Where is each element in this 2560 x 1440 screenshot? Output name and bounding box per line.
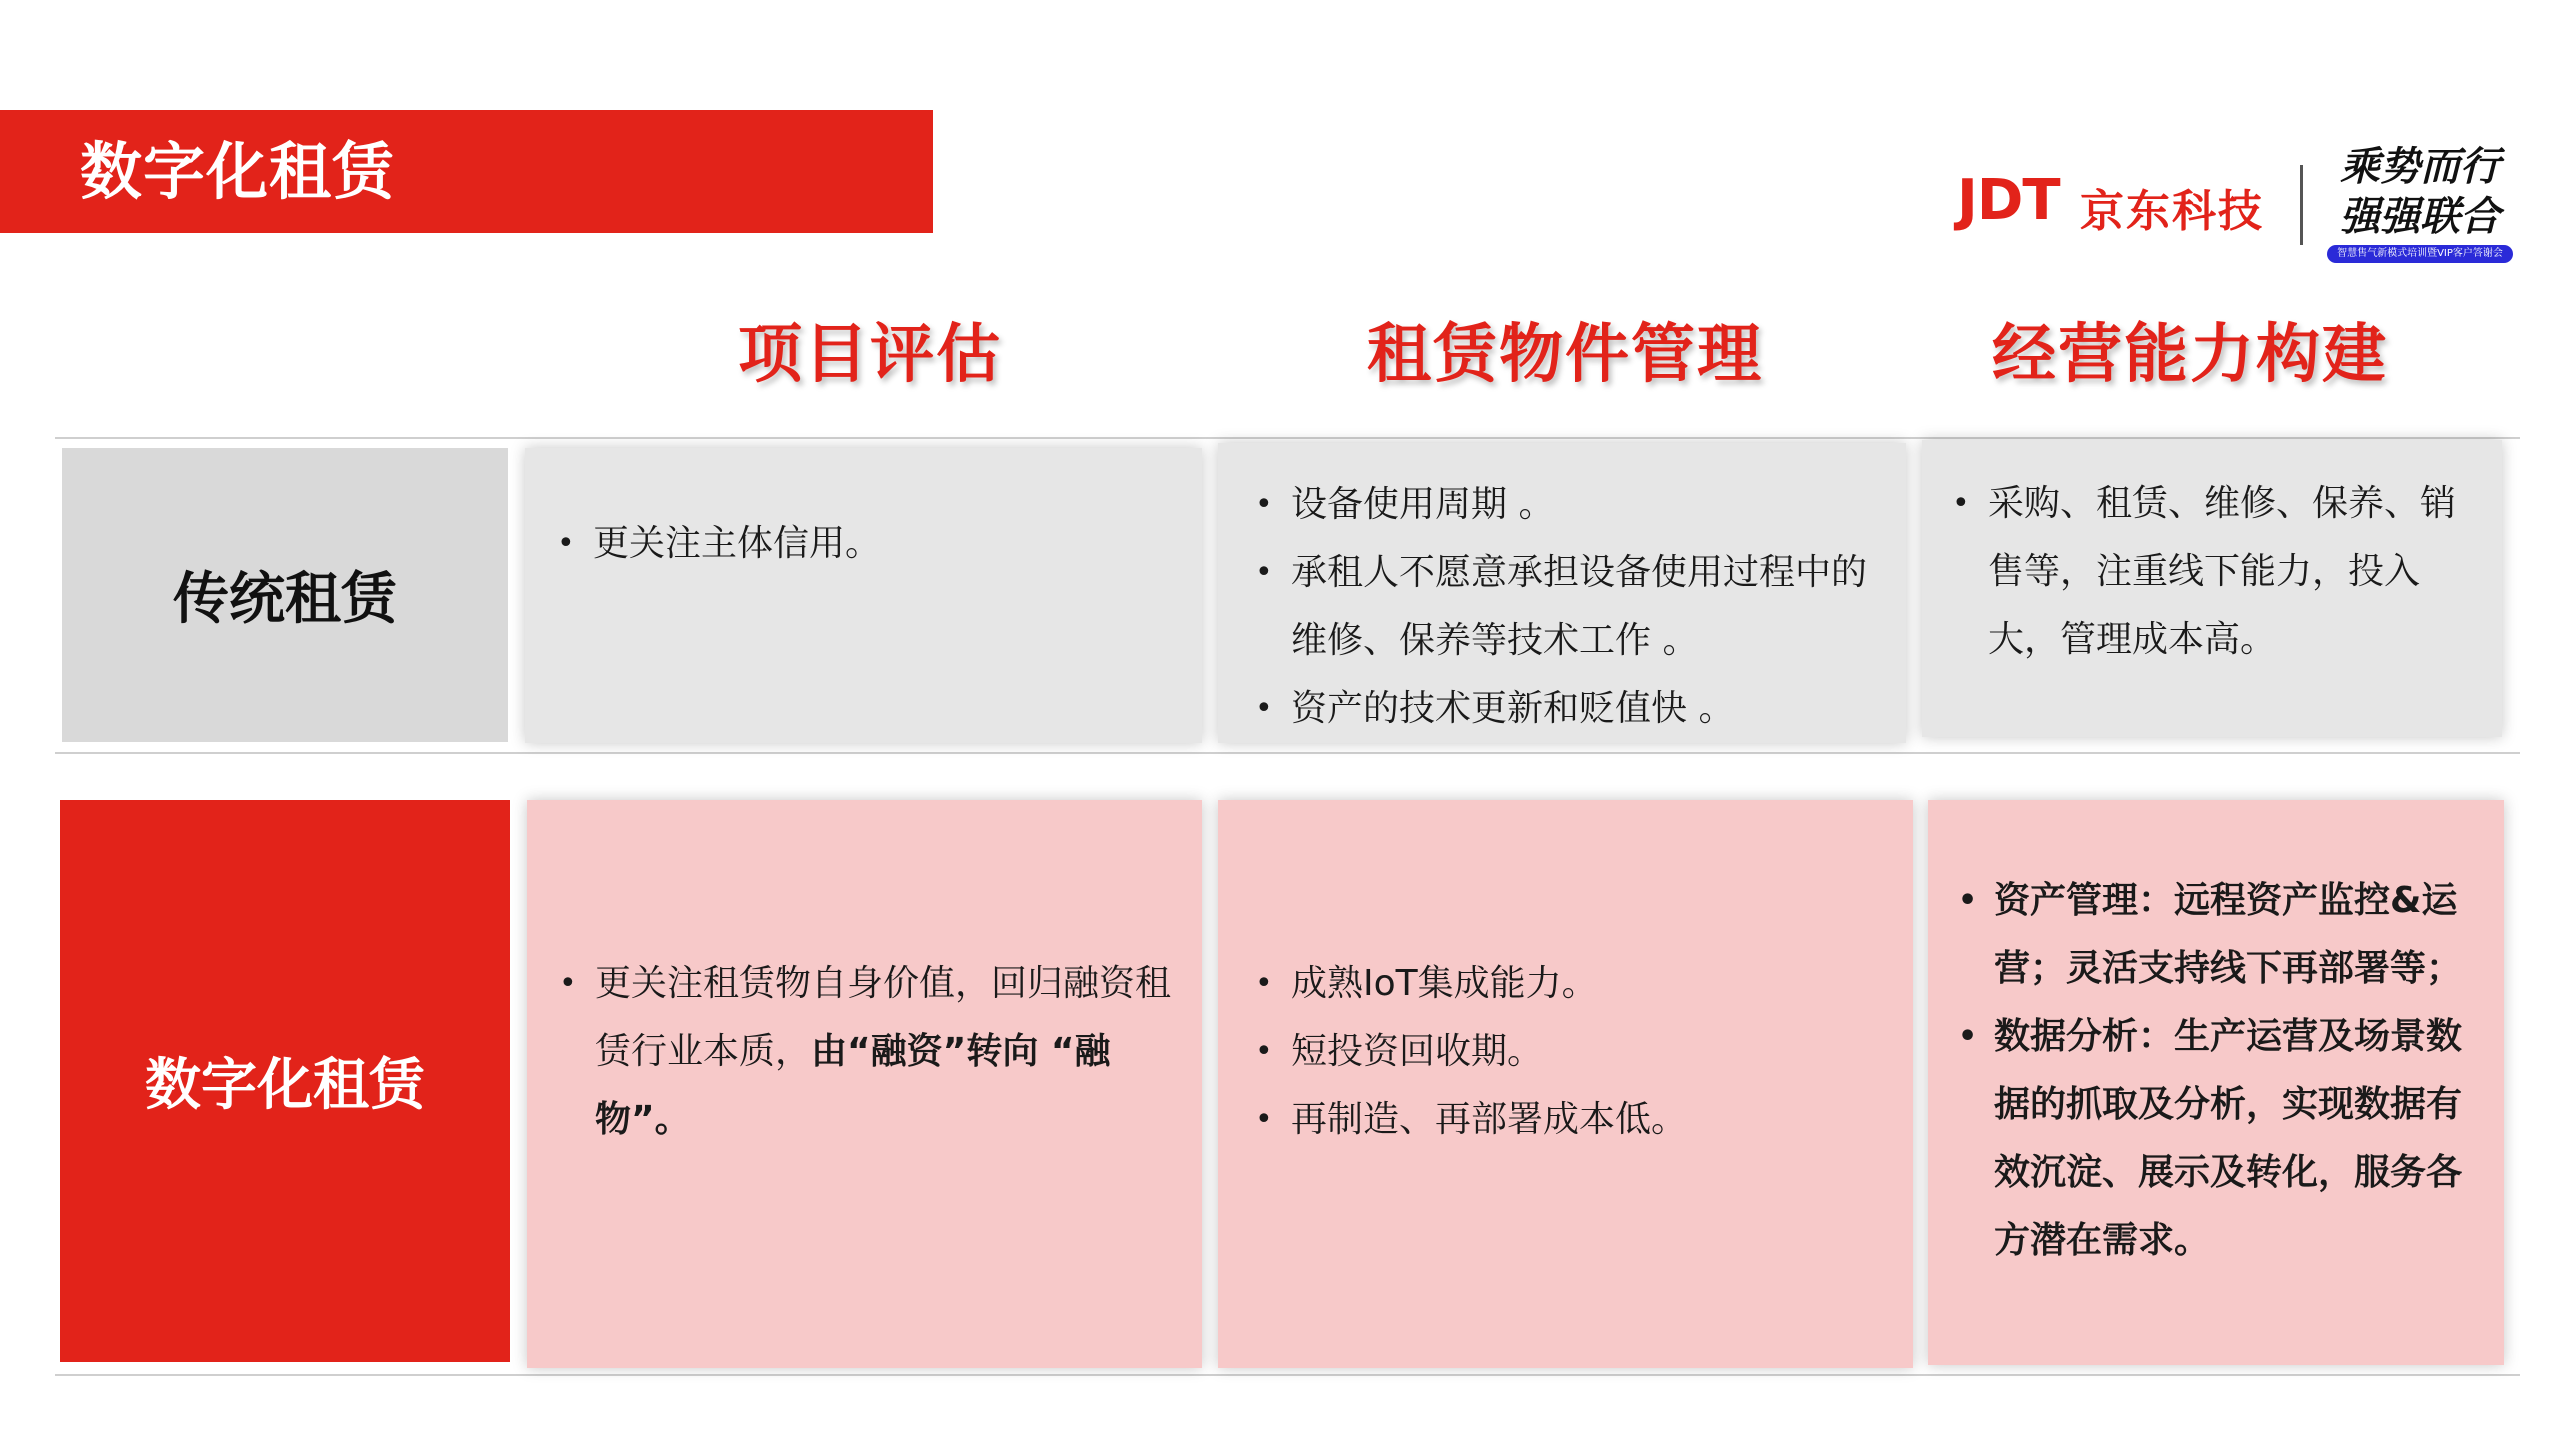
bullet-list bbox=[555, 510, 1165, 578]
row-label-traditional-leasing: 传统租赁 bbox=[62, 448, 508, 742]
bullet-item: • 资产的技术更新和贬值快 。 bbox=[1253, 675, 1893, 743]
title-bar bbox=[0, 110, 933, 233]
logo-brand-cn: 京东科技 bbox=[2080, 186, 2264, 237]
bullet-item: • 短投资回收期。 bbox=[1253, 1018, 1893, 1086]
bullet-text: 更关注租赁物自身价值，回归融资租赁行业本质， bbox=[595, 963, 1172, 1072]
bullet-item: • 更关注主体信用。 bbox=[555, 510, 1165, 578]
bullet-item: • 资产管理：远程资产监控&运营；灵活支持线下再部署等； bbox=[1956, 867, 2496, 1003]
bullet-item bbox=[557, 950, 1187, 1154]
bullet-list bbox=[1956, 867, 2496, 1275]
cell-traditional-evaluation bbox=[525, 448, 1202, 743]
slide-title: 数字化租赁 bbox=[80, 135, 396, 208]
column-header-operation-capability: 经营能力构建 bbox=[1992, 318, 2388, 392]
company-logo bbox=[1950, 135, 2520, 270]
row-separator-top bbox=[55, 437, 2520, 439]
bullet-list bbox=[557, 950, 1187, 1154]
bullet-item: • 数据分析：生产运营及场景数据的抓取及分析，实现数据有效沉淀、展示及转化，服务各方潜在需求。 bbox=[1956, 1003, 2496, 1275]
bullet-emphasis: 由“融资”转向 “融物”。 bbox=[595, 1031, 1111, 1140]
row-separator-bottom bbox=[55, 1374, 2520, 1376]
bullet-list bbox=[1950, 470, 2490, 674]
bullet-list bbox=[1253, 471, 1893, 743]
column-header-asset-management: 租赁物件管理 bbox=[1367, 318, 1763, 392]
bullet-item: • 承租人不愿意承担设备使用过程中的维修、保养等技术工作 。 bbox=[1253, 539, 1893, 675]
row-separator-middle bbox=[55, 752, 2520, 754]
cell-traditional-operation bbox=[1922, 440, 2502, 737]
cell-traditional-asset-management bbox=[1218, 443, 1906, 743]
bullet-item: • 设备使用周期 。 bbox=[1253, 471, 1893, 539]
logo-slogan-line1: 乘势而行 bbox=[2340, 144, 2500, 190]
event-badge: 智慧售气新模式培训暨VIP客户答谢会 bbox=[2327, 245, 2513, 263]
bullet-item: • 成熟IoT集成能力。 bbox=[1253, 950, 1893, 1018]
bullet-list bbox=[1253, 950, 1893, 1154]
logo-slogan-line2: 强强联合 bbox=[2340, 194, 2500, 240]
cell-digital-asset-management bbox=[1218, 800, 1913, 1368]
cell-digital-evaluation bbox=[527, 800, 1202, 1368]
row-label-digital-leasing: 数字化租赁 bbox=[60, 800, 510, 1362]
logo-brand: JDT bbox=[1957, 168, 2060, 233]
logo-divider bbox=[2300, 165, 2303, 245]
bullet-item: • 再制造、再部署成本低。 bbox=[1253, 1086, 1893, 1154]
bullet-item: • 采购、租赁、维修、保养、销售等，注重线下能力，投入大，管理成本高。 bbox=[1950, 470, 2490, 674]
column-header-project-evaluation: 项目评估 bbox=[738, 318, 1002, 392]
cell-digital-operation bbox=[1928, 800, 2504, 1365]
